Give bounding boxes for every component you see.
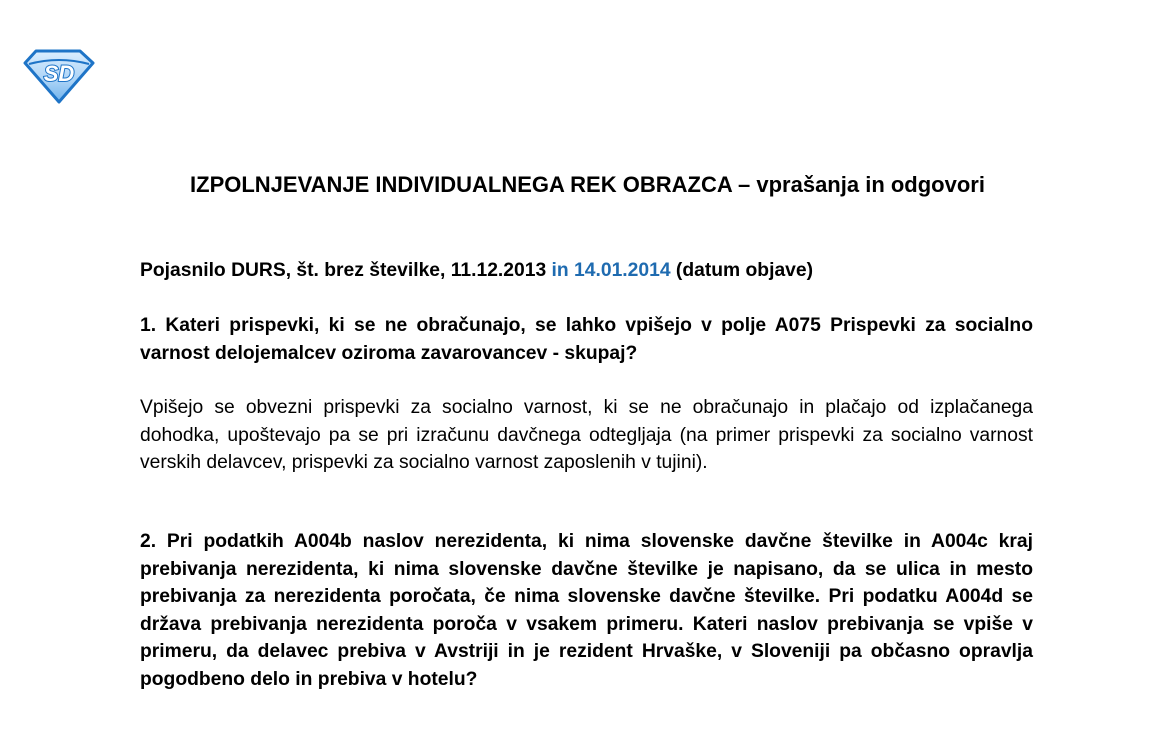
shield-logo-icon xyxy=(22,48,96,104)
subtitle xyxy=(140,257,1033,285)
question-2: 2. Pri podatkih A004b naslov nerezidenta, ki nima slovenske davčne številke in A004c kraj prebivanja nerezidenta, ki nima slovenske davčne številke je napisano, da se ulica in mesto prebivanja za nerezidenta poročata, če nima slovenske davčne številke. Pri podatku A004d se država prebivanja nerezidenta poroča v vsakem primeru. Kateri naslov prebivanja se vpiše v primeru, da delavec prebiva v Avstriji in je rezident Hrvaške, v Sloveniji pa občasno opravlja pogodbeno delo in prebiva v hotelu? xyxy=(140,531,1033,690)
question-1: 1. Kateri prispevki, ki se ne obračunajo, se lahko vpišejo v polje A075 Prispevki za socialno varnost delojemalcev oziroma zavarovancev - skupaj? xyxy=(140,315,1033,364)
svg-text:SD: SD xyxy=(43,61,75,86)
subtitle-suffix: (datum objave) xyxy=(670,260,814,281)
subtitle-prefix: Pojasnilo DURS, št. brez številke, 11.12.2013 xyxy=(140,260,552,281)
subtitle-highlight: in 14.01.2014 xyxy=(551,260,671,281)
answer-1: Vpišejo se obvezni prispevki za socialno varnost, ki se ne obračunajo in plačajo od izplačanega dohodka, upoštevajo pa se pri izračunu davčnega odtegljaja (na primer prispevki za socialno varnost verskih delavcev, prispevki za socialno varnost zaposlenih v tujini). xyxy=(140,397,1033,473)
document-title: IZPOLNJEVANJE INDIVIDUALNEGA REK OBRAZCA – vprašanja in odgovori xyxy=(190,172,985,197)
